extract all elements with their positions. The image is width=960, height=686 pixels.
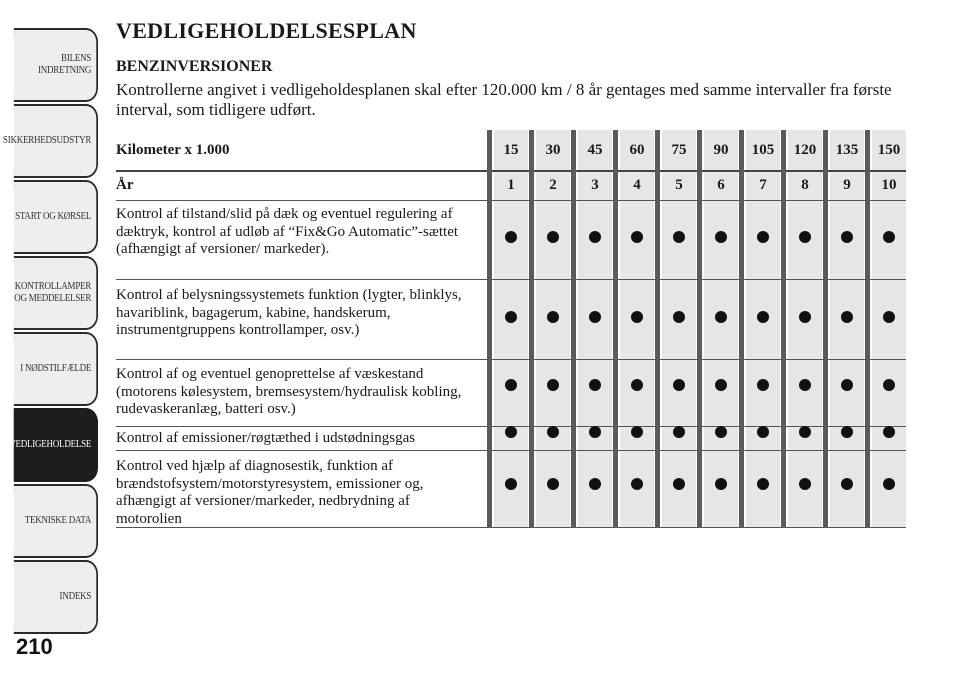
check-mark-dot <box>883 311 895 323</box>
check-mark-dot <box>841 379 853 391</box>
km-value: 135 <box>835 142 859 158</box>
check-mark-dot <box>589 231 601 243</box>
check-mark-dot <box>757 379 769 391</box>
check-mark-dot <box>715 231 727 243</box>
check-mark-dot <box>799 231 811 243</box>
year-value: 6 <box>717 177 725 193</box>
tab-bilens-indretning[interactable] <box>14 28 98 102</box>
tab-label: TEKNISKE DATA <box>24 515 92 526</box>
check-mark-dot <box>631 231 643 243</box>
check-row-text: Kontrol af emissioner/røgtæthed i udstødningsgas <box>116 430 416 446</box>
km-value: 90 <box>713 142 729 158</box>
row-divider <box>116 279 906 280</box>
check-mark-dot <box>505 478 517 490</box>
tab-vedligeholdelse[interactable] <box>9 408 98 482</box>
check-mark-dot <box>757 231 769 243</box>
check-mark-dot <box>547 426 559 438</box>
tab-indeks[interactable] <box>14 560 98 634</box>
row-divider <box>116 200 906 201</box>
year-value: 4 <box>633 177 641 193</box>
tab-sikkerhedsudstyr[interactable] <box>2 104 98 178</box>
tab-i-nodstilfaelde[interactable] <box>14 332 98 406</box>
check-mark-dot <box>715 379 727 391</box>
check-mark-dot <box>589 311 601 323</box>
check-mark-dot <box>883 478 895 490</box>
check-mark-dot <box>715 478 727 490</box>
check-mark-dot <box>505 231 517 243</box>
year-value: 1 <box>507 177 515 193</box>
tab-label: KONTROLLAMPER OG MEDDELELSER <box>14 281 92 304</box>
check-mark-dot <box>757 311 769 323</box>
check-mark-dot <box>505 311 517 323</box>
year-value: 5 <box>675 177 683 193</box>
tab-label: SIKKERHEDSUDSTYR <box>2 135 92 146</box>
km-value: 105 <box>751 142 775 158</box>
check-mark-dot <box>715 311 727 323</box>
tab-start-og-korsel[interactable] <box>14 180 98 254</box>
check-row-text: Kontrol ved hjælp af diagnosestik, funktion af brændstofsystem/motorstyresystem, emissioner og, afhængigt af versioner/markeder, nedbrydning af motorolien <box>116 458 424 527</box>
check-mark-dot <box>505 379 517 391</box>
tab-label: VEDLIGEHOLDELSE <box>9 439 92 450</box>
tab-label: START OG KØRSEL <box>15 211 92 222</box>
check-mark-dot <box>715 426 727 438</box>
km-value: 30 <box>545 142 561 158</box>
km-value: 75 <box>671 142 687 158</box>
km-value: 15 <box>503 142 519 158</box>
check-mark-dot <box>673 379 685 391</box>
check-mark-dot <box>799 311 811 323</box>
tab-label: I NØDSTILFÆLDE <box>20 363 92 374</box>
year-value: 8 <box>801 177 809 193</box>
check-mark-dot <box>883 426 895 438</box>
check-mark-dot <box>589 426 601 438</box>
km-header-label: Kilometer x 1.000 <box>116 142 230 158</box>
check-mark-dot <box>841 231 853 243</box>
km-value: 150 <box>877 142 901 158</box>
year-value: 9 <box>843 177 851 193</box>
check-mark-dot <box>589 478 601 490</box>
page-title: VEDLIGEHOLDELSESPLAN <box>116 18 417 43</box>
tab-tekniske-data[interactable] <box>14 484 98 558</box>
check-mark-dot <box>799 379 811 391</box>
check-mark-dot <box>631 426 643 438</box>
year-value: 7 <box>759 177 767 193</box>
row-divider <box>116 450 906 451</box>
check-mark-dot <box>757 478 769 490</box>
check-mark-dot <box>841 478 853 490</box>
check-mark-dot <box>799 426 811 438</box>
km-value: 60 <box>629 142 645 158</box>
year-header-label: År <box>116 177 134 193</box>
year-value: 3 <box>591 177 599 193</box>
check-mark-dot <box>589 379 601 391</box>
check-mark-dot <box>841 426 853 438</box>
check-mark-dot <box>883 231 895 243</box>
check-mark-dot <box>883 379 895 391</box>
check-mark-dot <box>547 311 559 323</box>
check-mark-dot <box>547 478 559 490</box>
page-number: 210 <box>16 634 53 659</box>
section-subtitle: BENZINVERSIONER <box>116 58 273 75</box>
header-divider <box>116 170 906 172</box>
check-row-text: Kontrol af tilstand/slid på dæk og eventuel regulering af dæktryk, kontrol af udløb af “Fix&Go Automatic”-sættet (afhængigt af versioner/ markeder). <box>116 206 459 257</box>
check-mark-dot <box>799 478 811 490</box>
year-value: 10 <box>881 177 897 193</box>
tab-label: INDEKS <box>59 591 92 602</box>
tab-kontrollamper[interactable] <box>14 256 98 330</box>
row-divider <box>116 359 906 360</box>
check-row-text: Kontrol af og eventuel genoprettelse af væskestand (motorens kølesystem, bremsesystem/hydraulisk kobling, rudevaskeranlæg, batteri osv.) <box>116 366 462 417</box>
check-mark-dot <box>547 231 559 243</box>
km-value: 120 <box>793 142 817 158</box>
check-mark-dot <box>757 426 769 438</box>
intro-paragraph: Kontrollerne angivet i vedligeholdesplanen skal efter 120.000 km / 8 år gentages med samme intervaller fra første interval, som tidligere udført. <box>116 80 892 119</box>
check-mark-dot <box>631 311 643 323</box>
year-value: 2 <box>549 177 557 193</box>
km-value: 45 <box>587 142 603 158</box>
check-mark-dot <box>673 426 685 438</box>
check-mark-dot <box>547 379 559 391</box>
tab-label: BILENS INDRETNING <box>38 53 92 76</box>
check-mark-dot <box>631 379 643 391</box>
check-mark-dot <box>631 478 643 490</box>
check-mark-dot <box>673 478 685 490</box>
check-mark-dot <box>841 311 853 323</box>
check-mark-dot <box>673 231 685 243</box>
check-row-text: Kontrol af belysningssystemets funktion (lygter, blinklys, havariblink, bagagerum, kabine, handskerum, instrumentgruppens kontrollamper, osv.) <box>116 287 462 338</box>
check-mark-dot <box>505 426 517 438</box>
check-mark-dot <box>673 311 685 323</box>
